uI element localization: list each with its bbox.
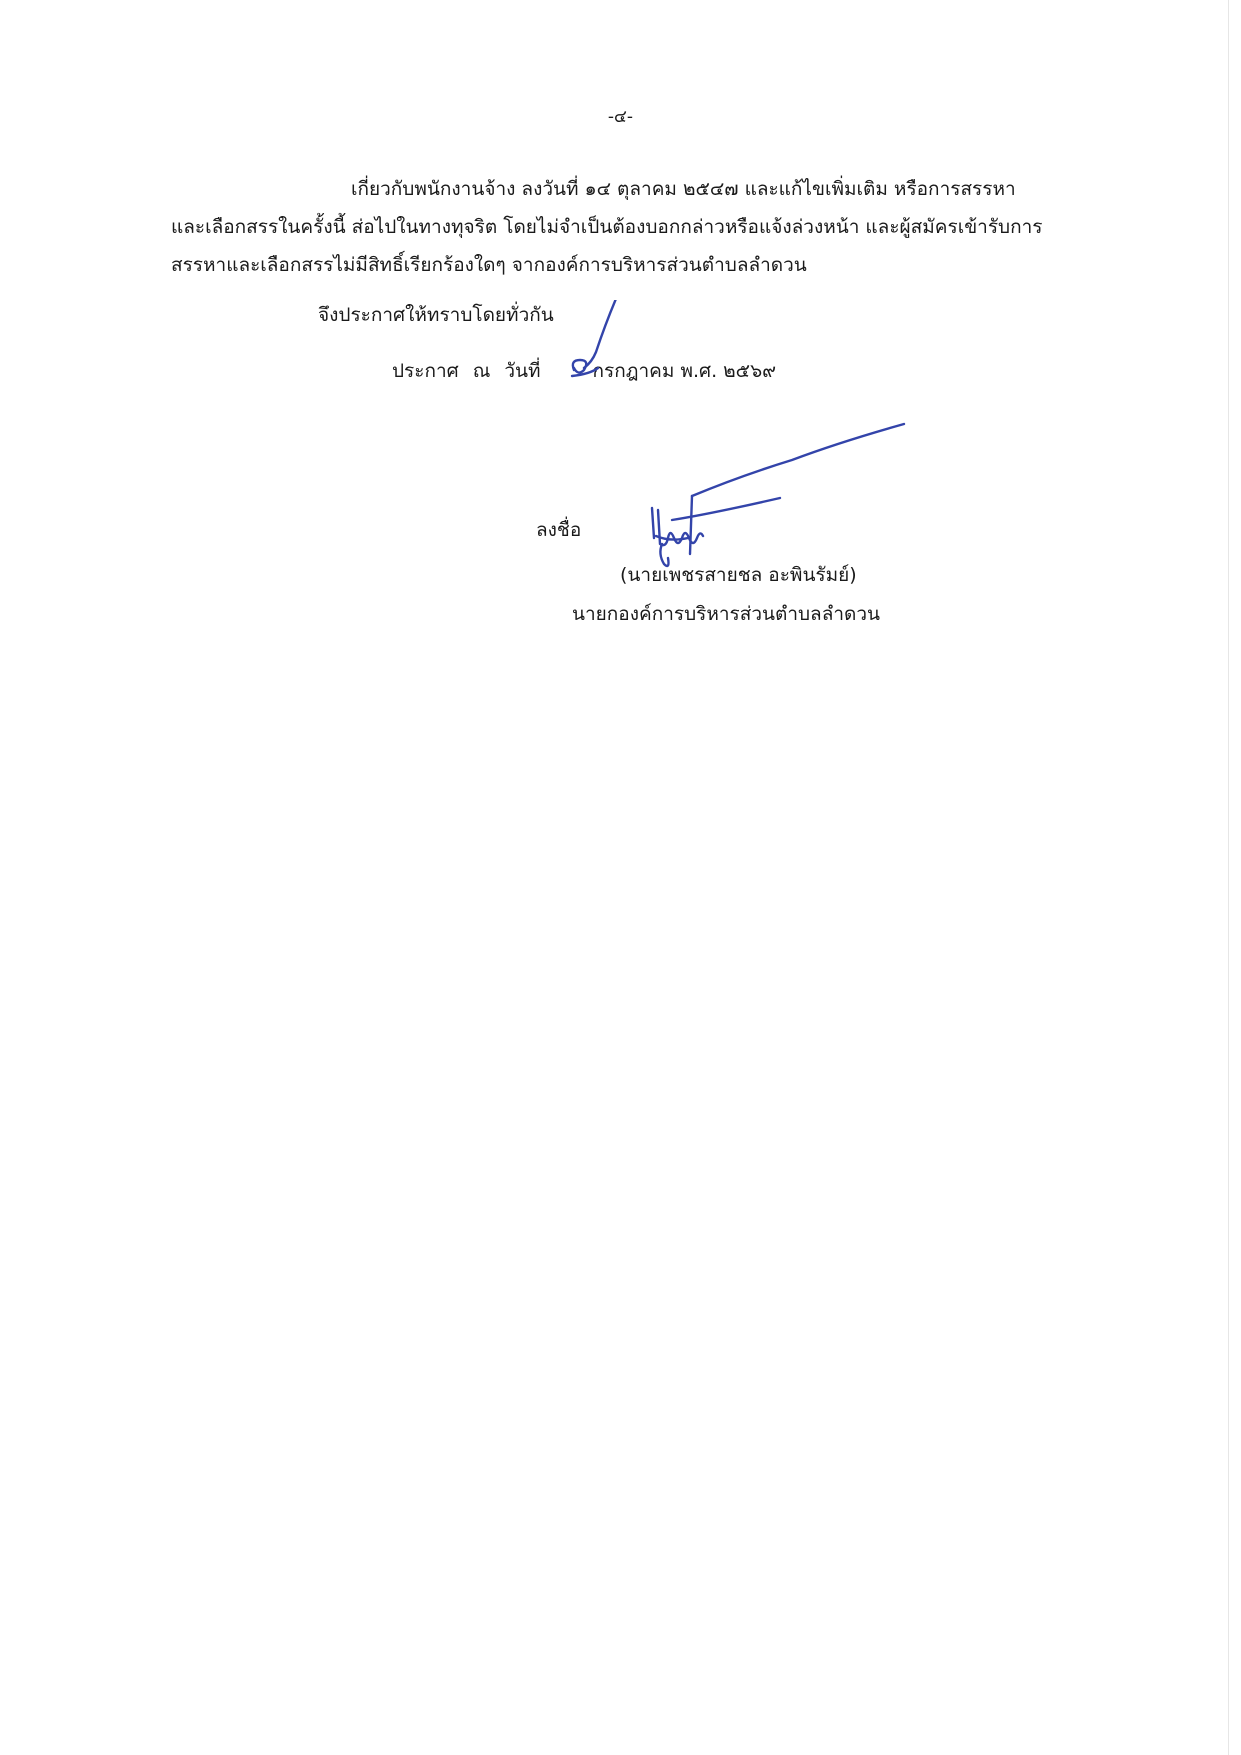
date-at: ณ <box>472 360 491 382</box>
date-line <box>392 362 776 381</box>
scan-edge <box>1228 0 1229 1755</box>
body-line-1: เกี่ยวกับพนักงานจ้าง ลงวันที่ ๑๔ ตุลาคม ๒๕๔๗ และแก้ไขเพิ่มเติม หรือการสรรหา <box>351 178 1016 200</box>
date-month-year: กรกฎาคม พ.ศ. ๒๕๖๙ <box>592 360 777 382</box>
signature-label: ลงชื่อ <box>536 519 582 541</box>
handwritten-signature <box>560 300 920 590</box>
page-number: -๔- <box>607 107 634 127</box>
announce-line: จึงประกาศให้ทราบโดยทั่วกัน <box>318 304 554 326</box>
date-prefix: ประกาศ <box>392 360 459 382</box>
signer-name: (นายเพชรสายชล อะพินรัมย์) <box>620 564 857 586</box>
body-line-2: และเลือกสรรในครั้งนี้ ส่อไปในทางทุจริต โดยไม่จำเป็นต้องบอกกล่าวหรือแจ้งล่วงหน้า และผู้สมัครเข้ารับการ <box>171 216 1043 238</box>
body-line-3: สรรหาและเลือกสรรไม่มีสิทธิ์เรียกร้องใดๆ จากองค์การบริหารส่วนตำบลลำดวน <box>171 254 807 276</box>
signer-title: นายกองค์การบริหารส่วนตำบลลำดวน <box>572 603 881 625</box>
date-day-label: วันที่ <box>504 360 541 382</box>
